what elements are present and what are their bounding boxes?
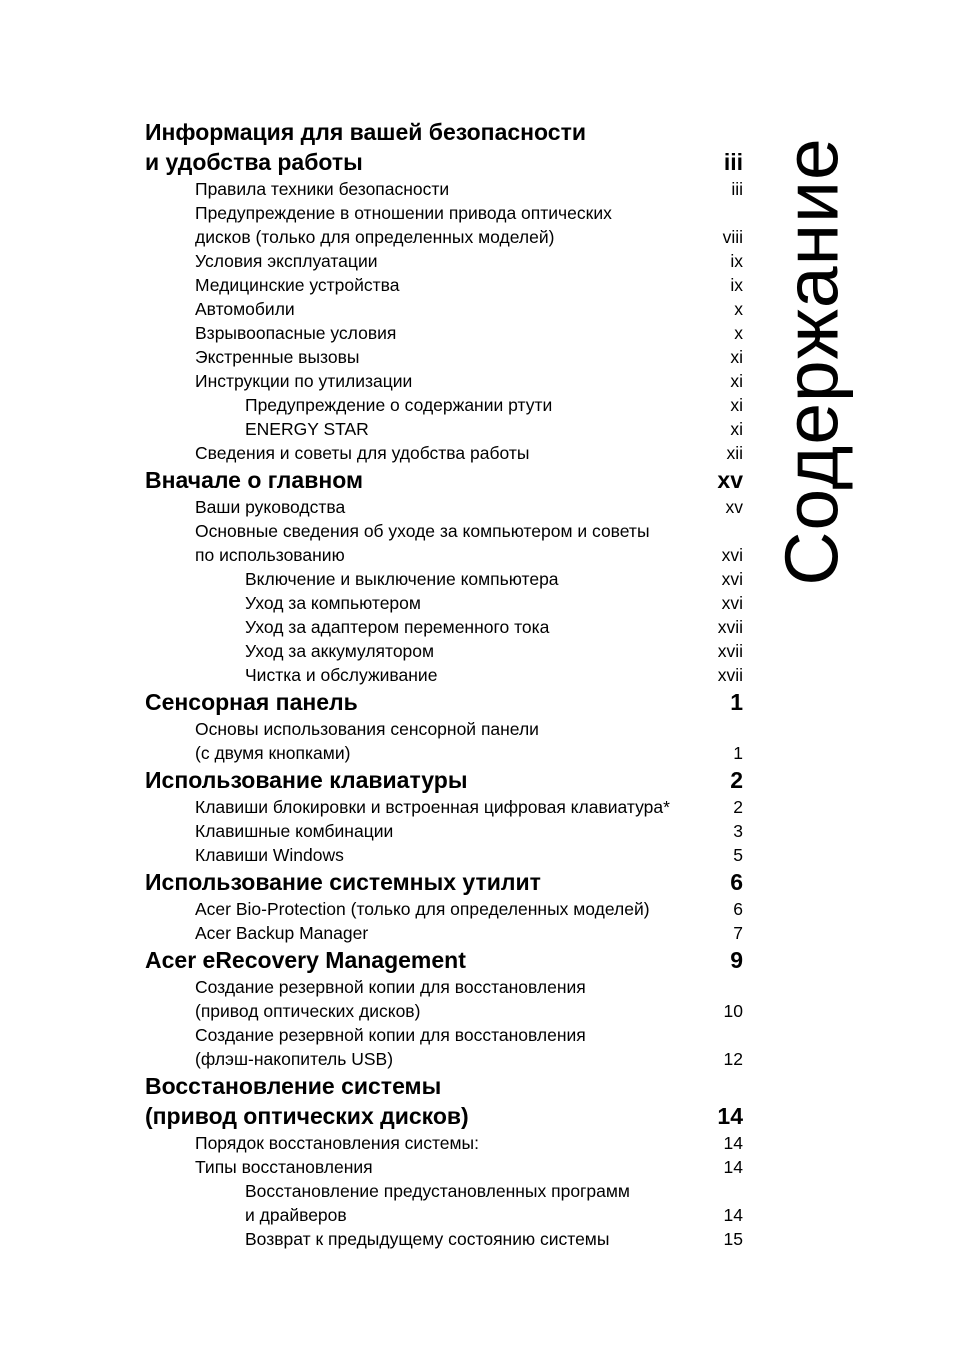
toc-page-number: 1 xyxy=(733,743,743,763)
toc-page-number: iii xyxy=(731,179,743,199)
toc-entry-title-line: Предупреждение в отношении привода оптических xyxy=(195,203,612,223)
toc-entry-title xyxy=(145,417,743,441)
toc-entry-title-line: Acer Backup Manager xyxy=(195,923,369,943)
toc-entry-title-line: (флэш-накопитель USB) xyxy=(195,1049,394,1069)
toc-page-number: xvii xyxy=(717,617,743,637)
toc-entry-title xyxy=(145,639,743,663)
toc-section[interactable] xyxy=(145,345,743,369)
toc-entry-title-line: Чистка и обслуживание xyxy=(245,665,438,685)
toc-entry-title xyxy=(145,441,743,465)
toc-page-number: xvi xyxy=(721,569,743,589)
toc-entry-title-line: Порядок восстановления системы: xyxy=(195,1133,479,1153)
toc-page-number: xvii xyxy=(717,641,743,661)
toc-entry-title-line: Включение и выключение компьютера xyxy=(245,569,559,589)
toc-entry-title xyxy=(145,1071,743,1131)
toc-subsection[interactable] xyxy=(145,639,743,663)
toc-entry-title xyxy=(145,795,743,819)
toc-section[interactable] xyxy=(145,369,743,393)
toc-subsection[interactable] xyxy=(145,591,743,615)
toc-section[interactable] xyxy=(145,495,743,519)
toc-entry-title-line: Ваши руководства xyxy=(195,497,346,517)
toc-entry-title xyxy=(145,1227,743,1251)
toc-page-number: 14 xyxy=(723,1157,743,1177)
toc-page-number: 3 xyxy=(733,821,743,841)
toc-page-number: xi xyxy=(730,419,743,439)
toc-entry-title-line: и удобства работы xyxy=(145,149,363,175)
toc-entry-title-line: (привод оптических дисков) xyxy=(145,1103,469,1129)
toc-entry-title xyxy=(145,1023,743,1071)
toc-entry-title-line: Клавиши Windows xyxy=(195,845,344,865)
toc-subsection[interactable] xyxy=(145,1179,743,1227)
toc-entry-title xyxy=(145,819,743,843)
toc-entry-title xyxy=(145,843,743,867)
toc-page-number: 10 xyxy=(723,1001,743,1021)
toc-entry-title xyxy=(145,663,743,687)
toc-page-number: xii xyxy=(726,443,743,463)
toc-entry-title xyxy=(145,975,743,1023)
toc-chapter[interactable] xyxy=(145,465,743,495)
toc-page-number: 14 xyxy=(723,1133,743,1153)
toc-subsection[interactable] xyxy=(145,393,743,417)
toc-entry-title-line: Клавишные комбинации xyxy=(195,821,394,841)
toc-entry-title-line: Создание резервной копии для восстановления xyxy=(195,1025,586,1045)
toc-entry-title xyxy=(145,765,743,795)
toc-page-number: 1 xyxy=(730,689,743,715)
toc-section[interactable] xyxy=(145,1155,743,1179)
toc-entry-title xyxy=(145,117,743,177)
toc-entry-title xyxy=(145,465,743,495)
table-of-contents xyxy=(145,117,743,1251)
toc-page-number: xi xyxy=(730,347,743,367)
toc-page-number: 6 xyxy=(733,899,743,919)
toc-subsection[interactable] xyxy=(145,417,743,441)
toc-page-number: viii xyxy=(722,227,743,247)
toc-entry-title xyxy=(145,1131,743,1155)
toc-entry-title-line: Условия эксплуатации xyxy=(195,251,378,271)
toc-entry-title xyxy=(145,897,743,921)
toc-entry-title-line: Клавиши блокировки и встроенная цифровая клавиатура* xyxy=(195,797,670,817)
side-title-text: Содержание xyxy=(769,136,854,586)
toc-page-number: 15 xyxy=(723,1229,743,1249)
toc-page-number: 2 xyxy=(733,797,743,817)
toc-page-number: xv xyxy=(725,497,743,517)
toc-entry-title xyxy=(145,201,743,249)
toc-entry-title-line: Медицинские устройства xyxy=(195,275,400,295)
toc-entry-title xyxy=(145,249,743,273)
toc-entry-title-line: Инструкции по утилизации xyxy=(195,371,413,391)
toc-entry-title-line: Создание резервной копии для восстановления xyxy=(195,977,586,997)
toc-entry-title xyxy=(145,519,743,567)
toc-entry-title xyxy=(145,369,743,393)
toc-page-number: xv xyxy=(717,467,743,493)
toc-entry-title-line: Возврат к предыдущему состоянию системы xyxy=(245,1229,610,1249)
toc-section[interactable] xyxy=(145,795,743,819)
toc-entry-title-line: Взрывоопасные условия xyxy=(195,323,397,343)
toc-entry-title-line: Использование клавиатуры xyxy=(145,767,468,793)
toc-entry-title-line: Вначале о главном xyxy=(145,467,363,493)
toc-entry-title-line: Acer Bio-Protection (только для определенных моделей) xyxy=(195,899,650,919)
toc-section[interactable] xyxy=(145,249,743,273)
toc-subsection[interactable] xyxy=(145,567,743,591)
toc-entry-title-line: ENERGY STAR xyxy=(245,419,369,439)
toc-entry-title-line: Основы использования сенсорной панели xyxy=(195,719,539,739)
toc-section[interactable] xyxy=(145,975,743,1023)
toc-page-number: 14 xyxy=(723,1205,743,1225)
toc-entry-title xyxy=(145,567,743,591)
toc-chapter[interactable] xyxy=(145,117,743,177)
toc-section[interactable] xyxy=(145,819,743,843)
toc-section[interactable] xyxy=(145,519,743,567)
toc-entry-title xyxy=(145,921,743,945)
toc-entry-title xyxy=(145,687,743,717)
toc-entry-title-line: Уход за адаптером переменного тока xyxy=(245,617,550,637)
toc-chapter[interactable] xyxy=(145,1071,743,1131)
toc-entry-title xyxy=(145,495,743,519)
toc-entry-title-line: Экстренные вызовы xyxy=(195,347,360,367)
toc-section[interactable] xyxy=(145,273,743,297)
toc-entry-title-line: Acer eRecovery Management xyxy=(145,947,466,973)
toc-entry-title-line: Предупреждение о содержании ртути xyxy=(245,395,553,415)
toc-entry-title-line: Правила техники безопасности xyxy=(195,179,450,199)
toc-entry-title xyxy=(145,345,743,369)
toc-entry-title xyxy=(145,615,743,639)
toc-entry-title-line: по использованию xyxy=(195,545,345,565)
toc-page-number: 12 xyxy=(723,1049,743,1069)
toc-page-number: 14 xyxy=(717,1103,743,1129)
toc-entry-title-line: Автомобили xyxy=(195,299,295,319)
toc-section[interactable] xyxy=(145,921,743,945)
toc-entry-title xyxy=(145,717,743,765)
toc-subsection[interactable] xyxy=(145,663,743,687)
toc-page-number: x xyxy=(734,299,743,319)
toc-page-number: x xyxy=(734,323,743,343)
toc-page-number: ix xyxy=(730,251,743,271)
toc-subsection[interactable] xyxy=(145,1227,743,1251)
toc-entry-title-line: Типы восстановления xyxy=(195,1157,373,1177)
toc-entry-title-line: дисков (только для определенных моделей) xyxy=(195,227,555,247)
toc-entry-title xyxy=(145,393,743,417)
toc-entry-title-line: (с двумя кнопками) xyxy=(195,743,351,763)
toc-page-number: iii xyxy=(723,149,743,175)
toc-chapter[interactable] xyxy=(145,687,743,717)
toc-entry-title-line: Информация для вашей безопасности xyxy=(145,119,586,145)
toc-chapter[interactable] xyxy=(145,945,743,975)
toc-chapter[interactable] xyxy=(145,867,743,897)
toc-page-number: 2 xyxy=(730,767,743,793)
toc-entry-title xyxy=(145,321,743,345)
toc-section[interactable] xyxy=(145,843,743,867)
toc-page-number: 5 xyxy=(733,845,743,865)
toc-entry-title xyxy=(145,273,743,297)
toc-entry-title-line: Уход за компьютером xyxy=(245,593,421,613)
toc-entry-title xyxy=(145,591,743,615)
toc-entry-title-line: Восстановление предустановленных программ xyxy=(245,1181,630,1201)
toc-page-number: xvi xyxy=(721,545,743,565)
toc-entry-title xyxy=(145,177,743,201)
toc-page-number: xvii xyxy=(717,665,743,685)
toc-entry-title-line: Сведения и советы для удобства работы xyxy=(195,443,530,463)
toc-subsection[interactable] xyxy=(145,615,743,639)
toc-section[interactable] xyxy=(145,717,743,765)
toc-section[interactable] xyxy=(145,201,743,249)
toc-page-number: xi xyxy=(730,395,743,415)
toc-entry-title xyxy=(145,297,743,321)
toc-section[interactable] xyxy=(145,321,743,345)
toc-entry-title-line: Уход за аккумулятором xyxy=(245,641,435,661)
toc-chapter[interactable] xyxy=(145,765,743,795)
toc-entry-title-line: и драйверов xyxy=(245,1205,347,1225)
toc-entry-title-line: Сенсорная панель xyxy=(145,689,358,715)
toc-entry-title xyxy=(145,1155,743,1179)
toc-section[interactable] xyxy=(145,1131,743,1155)
toc-page-number: xi xyxy=(730,371,743,391)
toc-entry-title-line: Использование системных утилит xyxy=(145,869,541,895)
toc-section[interactable] xyxy=(145,177,743,201)
side-title xyxy=(769,118,854,604)
toc-entry-title-line: Основные сведения об уходе за компьютером и советы xyxy=(195,521,650,541)
toc-section[interactable] xyxy=(145,297,743,321)
toc-section[interactable] xyxy=(145,441,743,465)
toc-page-number: xvi xyxy=(721,593,743,613)
toc-entry-title xyxy=(145,867,743,897)
toc-entry-title-line: Восстановление системы xyxy=(145,1073,442,1099)
toc-page-number: ix xyxy=(730,275,743,295)
toc-page-number: 6 xyxy=(730,869,743,895)
toc-page-number: 7 xyxy=(733,923,743,943)
toc-page-number: 9 xyxy=(730,947,743,973)
toc-entry-title-line: (привод оптических дисков) xyxy=(195,1001,421,1021)
toc-entry-title xyxy=(145,1179,743,1227)
toc-entry-title xyxy=(145,945,743,975)
toc-section[interactable] xyxy=(145,1023,743,1071)
toc-section[interactable] xyxy=(145,897,743,921)
